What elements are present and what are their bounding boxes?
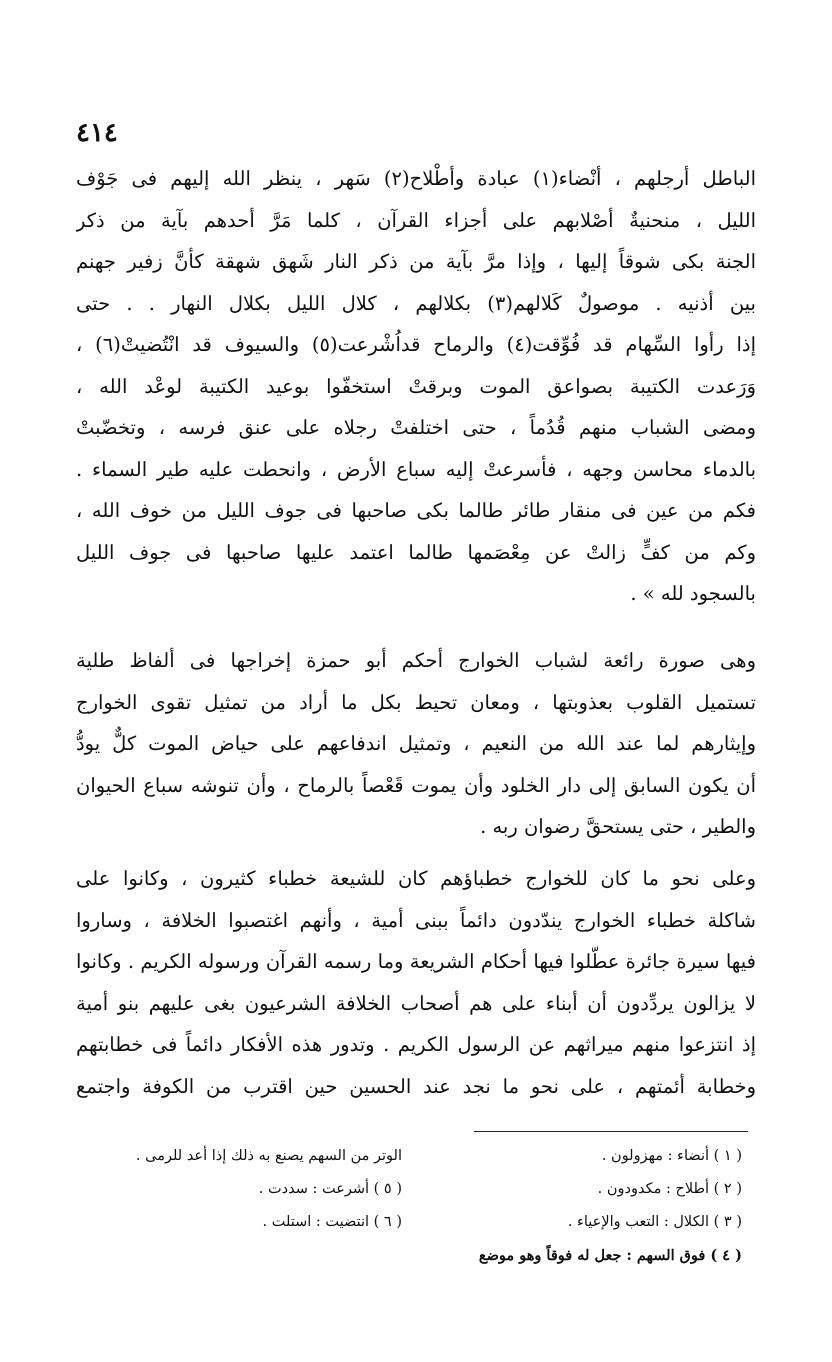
page-number: ٤١٤ <box>76 118 118 148</box>
text-line: إذ انتزعوا منهم ميراثهم عن الرسول الكريم . وتدور هذه الأفكار دائماً فى خطابتهم <box>76 1033 756 1056</box>
text-line: بين أذنيه . موصولٌ كَلالهم(٣) بكلالهم ، كلال الليل بكلال النهار . . حتى <box>76 291 756 315</box>
paragraph-2 <box>76 640 756 848</box>
text-line: والطير ، حتى يستحقَّ رضوان ربه . <box>480 815 756 838</box>
text-line: شاكلة خطباء الخوارج يندّدون دائماً ببنى أمية ، وأنهم اغتصبوا الخلافة ، وساروا <box>76 908 756 932</box>
text-line: فكم من عين فى منقار طائر طالما بكى صاحبها فى جوف الليل من خوف الله ، <box>76 499 756 522</box>
text-line: تستميل القلوب بعذوبتها ، ومعان تحيط بكل ما أراد من تمثيل تقوى الخوارج <box>76 690 756 714</box>
footnote-6: ( ٦ ) انتضيت : استلت . <box>262 1214 402 1230</box>
paragraph-3 <box>76 858 756 1107</box>
footnote-divider <box>474 1131 748 1132</box>
text-line: وهى صورة رائعة لشباب الخوارج أحكم أبو حمزة إخراجها فى ألفاظ طلية <box>76 649 756 672</box>
text-line: لا يزالون يردِّدون أن أبناء على هم أصحاب الخلافة الشرعيون بغى عليهم بنو أمية <box>76 991 756 1015</box>
paragraph-1 <box>76 158 756 615</box>
footnote-row <box>76 1239 756 1272</box>
text-line: وخطابة أئمتهم ، على نحو ما نجد عند الحسين حين اقترب من الكوفة واجتمع <box>76 1074 756 1098</box>
footnote-row <box>76 1140 756 1173</box>
footnote-5: ( ٥ ) أشرعت : سددت . <box>258 1181 402 1197</box>
footnote-row <box>76 1206 756 1239</box>
text-line: وعلى نحو ما كان للخوارج خطباؤهم كان للشيعة خطباء كثيرون ، وكانوا على <box>76 867 756 890</box>
text-line: الليل ، منحنيةٌ أصْلابهم على أجزاء القرآن ، كلما مَرَّ أحدهم بآية من ذكر <box>76 208 756 232</box>
text-line: بالسجود لله » . <box>630 582 756 605</box>
text-line: وَرَعدت الكتيبة بصواعق الموت وبرقتْ استخفّوا بوعيد الكتيبة لوعْد الله ، <box>76 374 756 398</box>
text-line: بالدماء محاسن وجهه ، فأسرعتْ إليه سباع الأرض ، وانحطت عليه طير السماء . <box>76 457 756 481</box>
footnote-3: ( ٣ ) الكلال : التعب والإعياء . <box>567 1214 742 1230</box>
text-line: الجنة بكى شوقاً إليها ، وإذا مرَّ بآية من ذكر النار شَهق شهقة كأنَّ زفير جهنم <box>76 250 756 273</box>
text-line: وإيثارهم لما عند الله من النعيم ، وتمثيل اندفاعهم على حياض الموت كلٌّ يودُّ <box>76 732 756 755</box>
footnote-row <box>76 1173 756 1206</box>
footnotes <box>76 1140 756 1272</box>
footnote-empty <box>76 1239 402 1272</box>
text-line: أن يكون السابق إلى دار الخلود وأن يموت قَعْصاً بالرماح ، وأن تنوشه سباع الحيوان <box>76 773 756 797</box>
text-line: فيها سيرة جائرة عطّلوا فيها أحكام الشريعة وما رسمه القرآن ورسوله الكريم . وكانوا <box>76 950 756 973</box>
text-line: إذا رأوا السِّهام قد فُوِّقت(٤) والرماح قداُشْرعت(٥) والسيوف قد انْتُضيتْ(٦) ، <box>76 333 756 356</box>
footnote-1: ( ١ ) أنضاء : مهزولون . <box>601 1148 742 1164</box>
text-line: وكم من كفٍّ زالتْ عن مِعْصَمها طالما اعتمد عليها صاحبها فى جوف الليل <box>76 540 756 564</box>
footnote-4-continuation: الوتر من السهم يصنع به ذلك إذا أعد للرمى . <box>135 1148 402 1164</box>
footnote-2: ( ٢ ) أطلاح : مكدودون . <box>597 1181 742 1197</box>
footnote-4: ( ٤ ) فوق السهم : جعل له فوقاً وهو موضع <box>478 1247 742 1264</box>
text-line: الباطل أرجلهم ، أنْضاء(١) عبادة وأطْلاح(٢) سَهر ، ينظر الله إليهم فى جَوْف <box>76 167 756 190</box>
text-line: ومضى الشباب منهم قُدُماً ، حتى اختلفتْ رجلاه على عنق فرسه ، وتخضّبتْ <box>76 416 756 439</box>
